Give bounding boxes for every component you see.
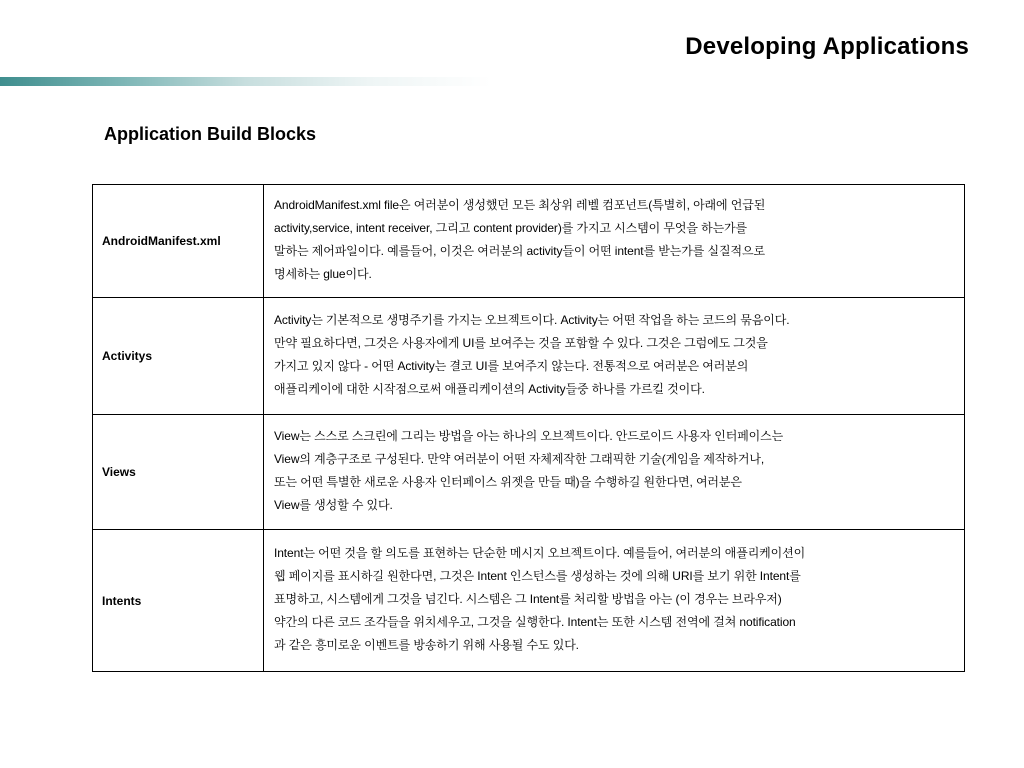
description-cell xyxy=(264,298,965,415)
description-line: activity,service, intent receiver, 그리고 content provider)를 가지고 시스템이 무엇을 하는가를 xyxy=(274,221,748,235)
description-line: 가지고 있지 않다 - 어떤 Activity는 결코 UI를 보여주지 않는다. 전통적으로 여러분은 여러분의 xyxy=(274,359,749,373)
description-cell xyxy=(264,185,965,298)
description-line: 또는 어떤 특별한 새로운 사용자 인터페이스 위젯을 만들 때)을 수행하길 원한다면, 여러분은 xyxy=(274,475,742,489)
table-row xyxy=(93,185,965,298)
description-line: 만약 필요하다면, 그것은 사용자에게 UI를 보여주는 것을 포함할 수 있다. 그것은 그럼에도 그것을 xyxy=(274,336,768,350)
description-line: 애플리케이에 대한 시작점으로써 애플리케이션의 Activity들중 하나를 가르킬 것이다. xyxy=(274,382,705,396)
slide-title: Developing Applications xyxy=(685,33,969,60)
description-line: 명세하는 glue이다. xyxy=(274,267,372,281)
term-cell: Activitys xyxy=(93,298,264,415)
term-cell: AndroidManifest.xml xyxy=(93,185,264,298)
description-line: Activity는 기본적으로 생명주기를 가지는 오브젝트이다. Activity는 어떤 작업을 하는 코드의 묶음이다. xyxy=(274,313,790,327)
description-line: View는 스스로 스크린에 그리는 방법을 아는 하나의 오브젝트이다. 안드로이드 사용자 인터페이스는 xyxy=(274,429,784,443)
description-cell xyxy=(264,530,965,672)
term-cell: Views xyxy=(93,415,264,530)
description-line: 약간의 다른 코드 조각들을 위치세우고, 그것을 실행한다. Intent는 또한 시스템 전역에 걸쳐 notification xyxy=(274,615,796,629)
description-line: 웹 페이지를 표시하길 원한다면, 그것은 Intent 인스턴스를 생성하는 것에 의해 URI를 보기 위한 Intent를 xyxy=(274,569,801,583)
title-gradient-bar xyxy=(0,77,1024,86)
section-title: Application Build Blocks xyxy=(104,124,317,144)
table-row xyxy=(93,415,965,530)
build-blocks-table xyxy=(92,184,965,672)
description-line: 표명하고, 시스템에게 그것을 넘긴다. 시스템은 그 Intent를 처리할 방법을 아는 (이 경우는 브라우저) xyxy=(274,592,782,606)
description-line: Intent는 어떤 것을 할 의도를 표현하는 단순한 메시지 오브젝트이다. 예를들어, 여러분의 애플리케이션이 xyxy=(274,546,806,560)
term-cell: Intents xyxy=(93,530,264,672)
description-cell xyxy=(264,415,965,530)
description-line: View의 계층구조로 구성된다. 만약 여러분이 어떤 자체제작한 그래픽한 기술(게임을 제작하거나, xyxy=(274,452,765,466)
description-line: 과 같은 흥미로운 이벤트를 방송하기 위해 사용될 수도 있다. xyxy=(274,638,579,652)
description-line: 말하는 제어파일이다. 예를들어, 이것은 여러분의 activity들이 어떤 intent를 받는가를 실질적으로 xyxy=(274,244,765,258)
table-row xyxy=(93,530,965,672)
table-row xyxy=(93,298,965,415)
description-line: View를 생성할 수 있다. xyxy=(274,498,393,512)
description-line: AndroidManifest.xml file은 여러분이 생성했던 모든 최상위 레벨 컴포넌트(특별히, 아래에 언급된 xyxy=(274,198,766,212)
